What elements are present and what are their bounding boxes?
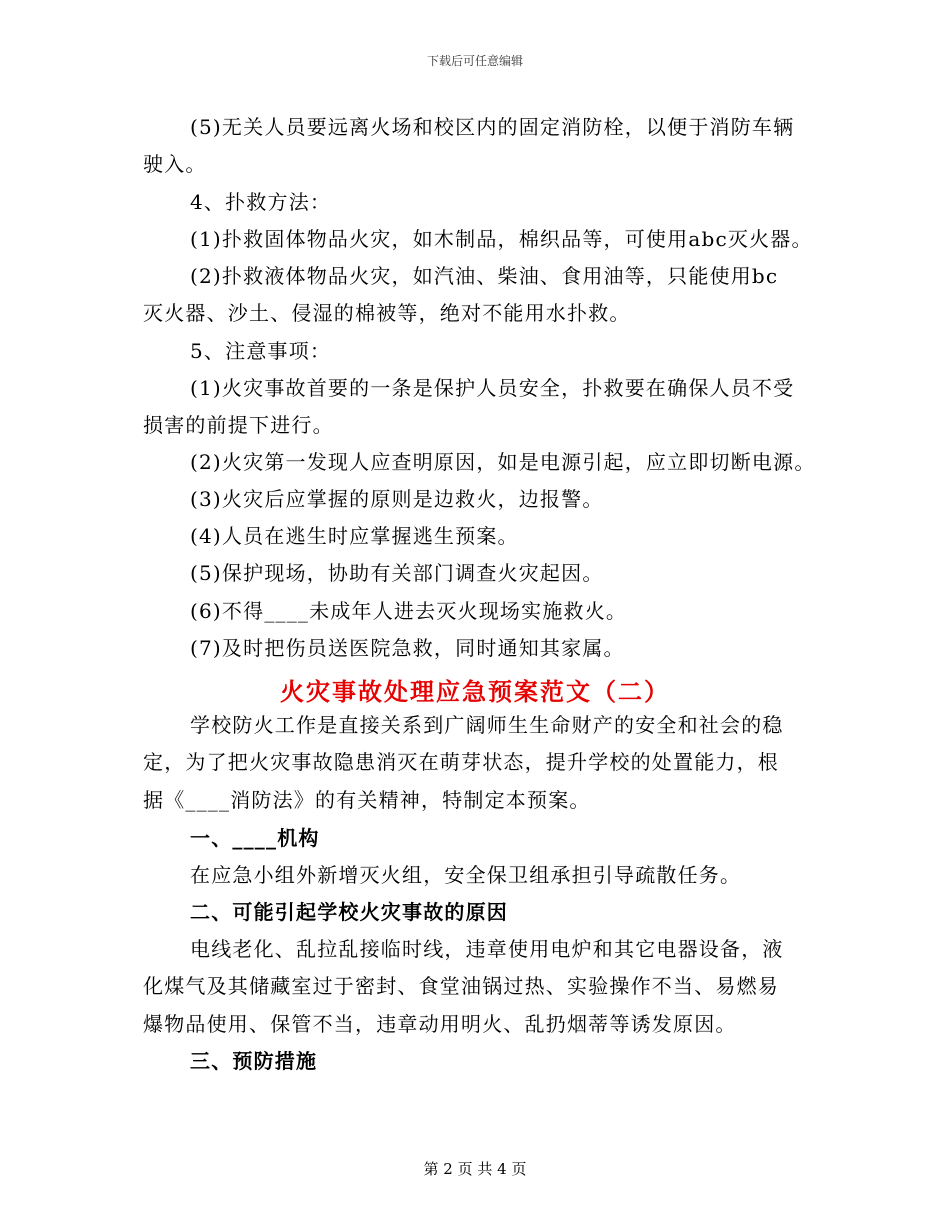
section-heading: 一、____机构 (190, 826, 320, 850)
paragraph-line: (3)火灾后应掌握的原则是边救火，边报警。 (190, 487, 604, 511)
paragraph-line: (1)火灾事故首要的一条是保护人员安全，扑救要在确保人员不受 (190, 376, 795, 400)
paragraph-line: (5)保护现场，协助有关部门调查火灾起因。 (190, 561, 604, 585)
section-heading: 三、预防措施 (190, 1049, 318, 1073)
paragraph-line: 损害的前提下进行。 (143, 413, 334, 437)
section-heading: 二、可能引起学校火灾事故的原因 (190, 900, 508, 924)
page-footer: 第 2 页 共 4 页 (423, 1160, 527, 1178)
list-heading: 4、扑救方法： (190, 190, 332, 214)
paragraph-line: (2)扑救液体物品火灾，如汽油、柴油、食用油等，只能使用bc (190, 264, 779, 288)
paragraph-line: (7)及时把伤员送医院急救，同时通知其家属。 (190, 636, 625, 660)
paragraph-line: 在应急小组外新增灭火组，安全保卫组承担引导疏散任务。 (190, 863, 742, 887)
paragraph-line: 据《____消防法》的有关精神，特制定本预案。 (143, 788, 591, 812)
paragraph-line: 学校防火工作是直接关系到广阔师生生命财产的安全和社会的稳 (190, 713, 784, 737)
list-heading: 5、注意事项： (190, 339, 332, 363)
paragraph-line: (5)无关人员要远离火场和校区内的固定消防栓，以便于消防车辆 (190, 115, 795, 139)
paragraph-line: 定，为了把火灾事故隐患消灭在萌芽状态，提升学校的处置能力，根 (143, 750, 779, 774)
paragraph-line: (4)人员在逃生时应掌握逃生预案。 (190, 524, 519, 548)
paragraph-line: 灭火器、沙土、侵湿的棉被等，绝对不能用水扑救。 (143, 301, 631, 325)
paragraph-line: 爆物品使用、保管不当，违章动用明火、乱扔烟蒂等诱发原因。 (143, 1012, 737, 1036)
paragraph-line: 电线老化、乱拉乱接临时线，违章使用电炉和其它电器设备，液 (190, 937, 784, 961)
page-header: 下载后可任意编辑 (426, 54, 523, 68)
section-title: 火灾事故处理应急预案范文（二） (280, 677, 670, 706)
paragraph-line: 化煤气及其储藏室过于密封、食堂油锅过热、实验操作不当、易燃易 (143, 974, 779, 998)
paragraph-line: (1)扑救固体物品火灾，如木制品，棉织品等，可使用abc灭火器。 (190, 227, 813, 251)
paragraph-line: 驶入。 (143, 152, 207, 176)
paragraph-line: (6)不得____未成年人进去灭火现场实施救火。 (190, 599, 628, 623)
paragraph-line: (2)火灾第一发现人应查明原因，如是电源引起，应立即切断电源。 (190, 450, 816, 474)
